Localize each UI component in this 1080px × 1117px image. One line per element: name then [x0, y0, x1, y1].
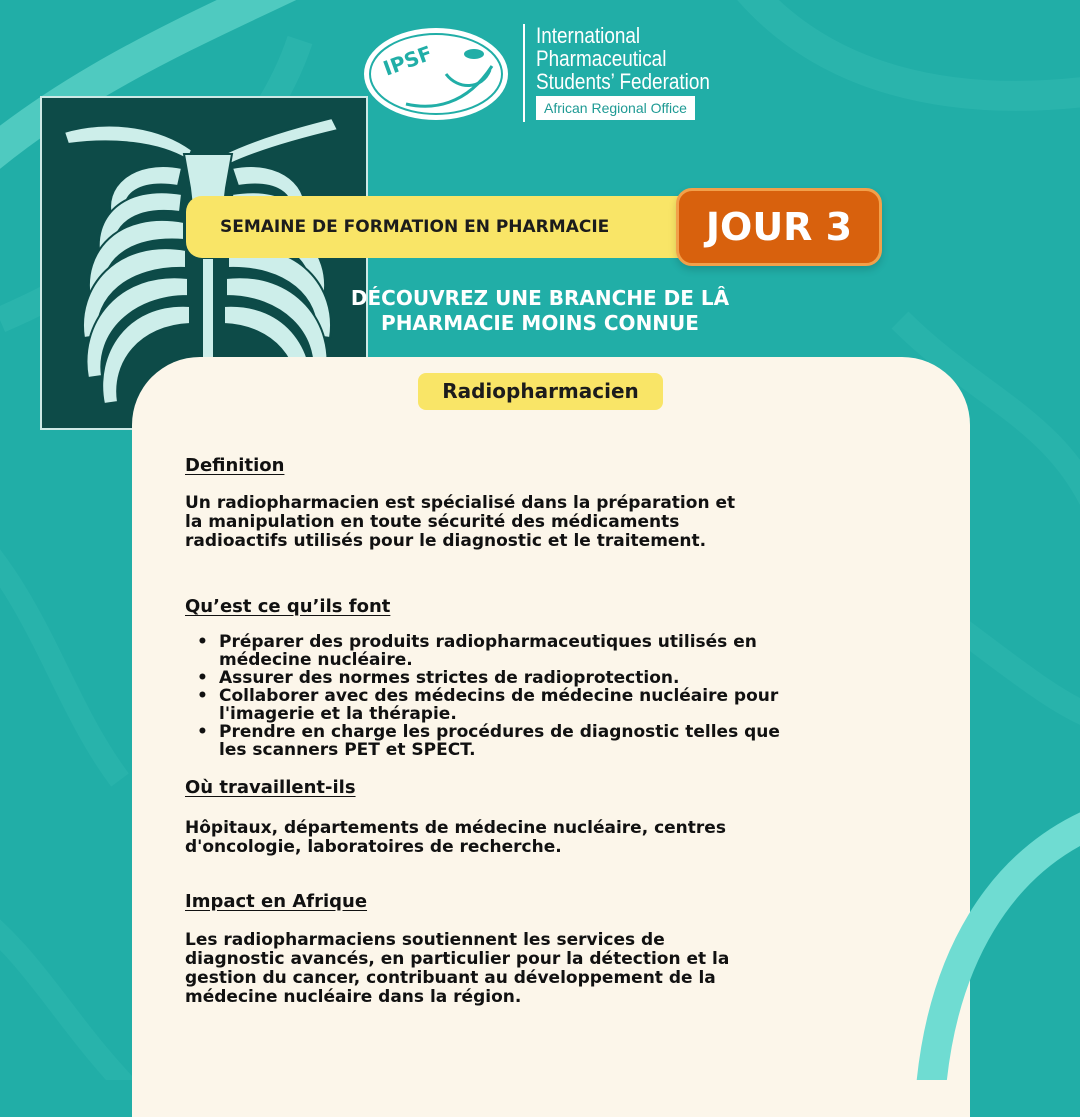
- where-they-work-heading: Où travaillent-ils: [185, 777, 356, 798]
- where-line: Hôpitaux, départements de médecine nucléaire, centres: [185, 818, 726, 838]
- day-badge: JOUR 3: [676, 188, 882, 266]
- subtitle-line-1: DÉCOUVREZ UNE BRANCHE DE LÂ: [350, 286, 730, 310]
- org-name-line-3: Students’ Federation: [536, 69, 710, 94]
- list-item-line: • Collaborer avec des médecins de médecine nucléaire pour: [219, 686, 779, 706]
- list-item: [185, 669, 900, 687]
- list-item: [185, 687, 900, 723]
- list-item: [185, 633, 900, 669]
- impact-heading: Impact en Afrique: [185, 891, 368, 912]
- role-title: Radiopharmacien: [418, 373, 663, 410]
- list-item-line: médecine nucléaire.: [219, 650, 413, 670]
- where-line: d'oncologie, laboratoires de recherche.: [185, 837, 562, 857]
- org-name-line-1: International: [536, 23, 641, 48]
- where-they-work-text: [185, 819, 885, 857]
- definition-line: la manipulation en toute sécurité des médicaments: [185, 512, 680, 532]
- logo-text: IPSF: [379, 40, 436, 81]
- list-item-line: • Assurer des normes strictes de radioprotection.: [219, 668, 680, 688]
- ipsf-logo: [362, 26, 510, 122]
- logo-divider: [523, 24, 525, 122]
- org-name-line-2: Pharmaceutical: [536, 46, 667, 71]
- impact-line: gestion du cancer, contribuant au développement de la: [185, 968, 716, 988]
- definition-heading: Definition: [185, 455, 285, 476]
- impact-line: diagnostic avancés, en particulier pour la détection et la: [185, 949, 730, 969]
- list-item: [185, 723, 900, 759]
- organization-name: [536, 24, 708, 93]
- subtitle-line-2: PHARMACIE MOINS CONNUE: [381, 311, 699, 335]
- list-item-line: • Prendre en charge les procédures de diagnostic telles que: [219, 722, 780, 742]
- definition-text: [185, 494, 885, 551]
- definition-line: radioactifs utilisés pour le diagnostic et le traitement.: [185, 531, 707, 551]
- subtitle: [300, 286, 780, 336]
- impact-text: [185, 931, 885, 1007]
- what-they-do-heading: Qu’est ce qu’ils font: [185, 596, 391, 617]
- impact-line: Les radiopharmaciens soutiennent les services de: [185, 930, 665, 950]
- what-they-do-list: [185, 633, 900, 759]
- definition-line: Un radiopharmacien est spécialisé dans la préparation et: [185, 493, 736, 513]
- regional-office-badge: African Regional Office: [536, 96, 695, 120]
- event-title-banner: SEMAINE DE FORMATION EN PHARMACIE: [186, 196, 706, 258]
- list-item-line: • Préparer des produits radiopharmaceutiques utilisés en: [219, 632, 757, 652]
- list-item-line: les scanners PET et SPECT.: [219, 740, 476, 760]
- list-item-line: l'imagerie et la thérapie.: [219, 704, 457, 724]
- impact-line: médecine nucléaire dans la région.: [185, 987, 522, 1007]
